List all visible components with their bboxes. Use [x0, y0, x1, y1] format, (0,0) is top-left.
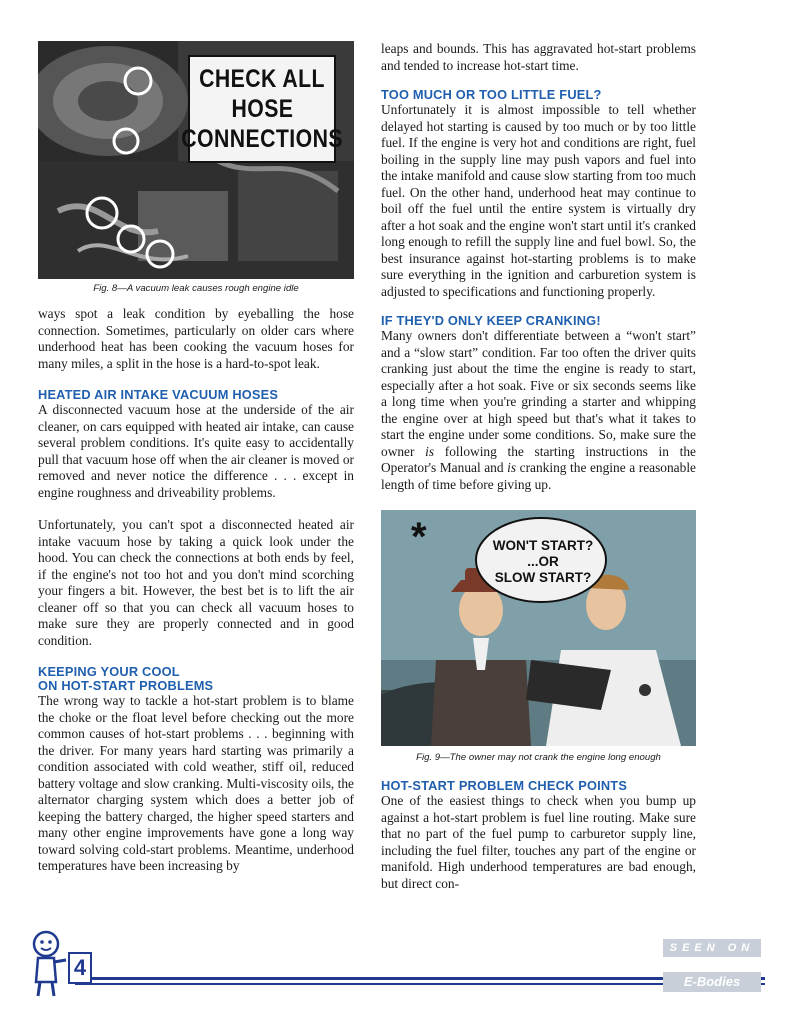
- page-number: 4: [68, 952, 92, 984]
- right-column: [381, 41, 696, 892]
- heading-keeping-cool: [38, 665, 354, 693]
- paragraph: The wrong way to tackle a hot-start problem is to blame the choke or the float level before checking out the more common causes of hot-start problems . . . beginning with the driver. For many years hard starting was primarily a condition associated with cold weather, stiff oil, reduced battery voltage and slow cranking. Multi-viscosity oils, the alternator charging system which does a better job of keeping the battery charged, the higher speed starters and many other engine improvements have gone a long way toward solving cold-start problems. Meantime, underhood temperatures have been increasing by: [38, 693, 354, 873]
- text-run: following the starting instructions in the Operator's Manual and: [381, 443, 696, 475]
- paragraph: ways spot a leak condition by eyeballing the hose connection. Sometimes, particularly on older cars where underhood heat has been cooking the vacuum hoses for many miles, a split in the hose is a hard-to-spot leak.: [38, 306, 354, 371]
- speech-bubble: [483, 524, 603, 600]
- seen-on-ebodies-logo: [663, 939, 761, 999]
- heading-line: ON HOT-START PROBLEMS: [38, 678, 214, 693]
- heading-fuel: TOO MUCH OR TOO LITTLE FUEL?: [381, 87, 602, 102]
- text-run: cranking the engine a reasonable length of time before giving up.: [381, 460, 696, 492]
- logo-bottom-text: E-Bodies: [663, 972, 761, 992]
- fig8-caption: Fig. 8—A vacuum leak causes rough engine idle: [93, 283, 299, 294]
- bubble-line-2: ...OR: [527, 554, 559, 569]
- paragraph: Unfortunately, you can't spot a disconnected heated air intake vacuum hose by taking a quick look under the hood. You can check the connections at both ends by feel, if the engine's not too hot and you don't mind scorching your fingers a bit. However, the best bet is to lift the air cleaner off so that you can check all vacuum hoses to make sure they are properly connected and in good condition.: [38, 517, 354, 648]
- paragraph: Unfortunately it is almost impossible to tell whether delayed hot starting is caused by too much or by too little fuel. If the engine is very hot and conditions are right, fuel boiling in the supply line may push vapors and fuel into the intake manifold and cause slow starting from too much fuel. On the other hand, underhood heat may continue to boil off the fuel until the entire system is virtually dry after a hot soak and the engine won't start until it's cranked long enough to refill the supply line and fuel bowl. So, the best insurance against hot-starting problems is to make sure everything in the ignition and carburetion system is adjusted to specifications and functioning properly.: [381, 102, 696, 299]
- check-hose-sign: [181, 55, 343, 163]
- paragraph: A disconnected vacuum hose at the underside of the air cleaner, on cars equipped with heated air intake, can cause several problem conditions. It's quite easy to accidentally pull that vacuum hose off when the air cleaner is moved or removed and never notice the difference . . . except in engine roughness and driveability problems.: [38, 402, 354, 500]
- heading-cranking: IF THEY'D ONLY KEEP CRANKING!: [381, 313, 601, 328]
- heading-line: KEEPING YOUR COOL: [38, 664, 180, 679]
- paragraph: [381, 328, 696, 493]
- emphasis: is: [425, 443, 435, 459]
- bubble-line-1: WON'T START?: [492, 538, 594, 553]
- text-run: Many owners don't differentiate between a “won't start” and a “slow start” condition. Far too often the driver quits cranking just about the time the engine is ready to start, especially after a hot soak. Five or six seconds seems like a long time when you're grinding a starter and whipping the engine over at high speed but that's what it takes to start the engine under some conditions. So, make sure the owner: [381, 328, 696, 459]
- paragraph: leaps and bounds. This has aggravated hot-start problems and tended to increase hot-start time.: [381, 41, 696, 73]
- left-column: [38, 41, 354, 875]
- heading-check-points: HOT-START PROBLEM CHECK POINTS: [381, 778, 628, 793]
- logo-top-text: SEEN ON: [663, 939, 761, 957]
- sign-line-1: CHECK ALL: [199, 65, 325, 93]
- paragraph: One of the easiest things to check when you bump up against a hot-start problem is fuel line routing. Make sure that no part of the fuel pump to carburetor supply line, including the fuel filter, touches any part of the engine or manifold. High underhood temperatures are bad enough, but direct con-: [381, 793, 696, 891]
- footer-rule-thin: [75, 983, 765, 985]
- footer-rule: [75, 977, 765, 980]
- fig8-engine-photo: [38, 41, 354, 279]
- fig9-illustration: [381, 510, 696, 746]
- svg-text:*: *: [411, 515, 427, 559]
- sign-line-3: CONNECTIONS: [181, 125, 343, 153]
- sign-line-2: HOSE: [231, 95, 293, 123]
- fig9-caption: Fig. 9—The owner may not crank the engine long enough: [416, 752, 661, 763]
- emphasis: is: [507, 460, 517, 475]
- heading-heated-air: HEATED AIR INTAKE VACUUM HOSES: [38, 387, 279, 402]
- bubble-line-3: SLOW START?: [494, 570, 592, 585]
